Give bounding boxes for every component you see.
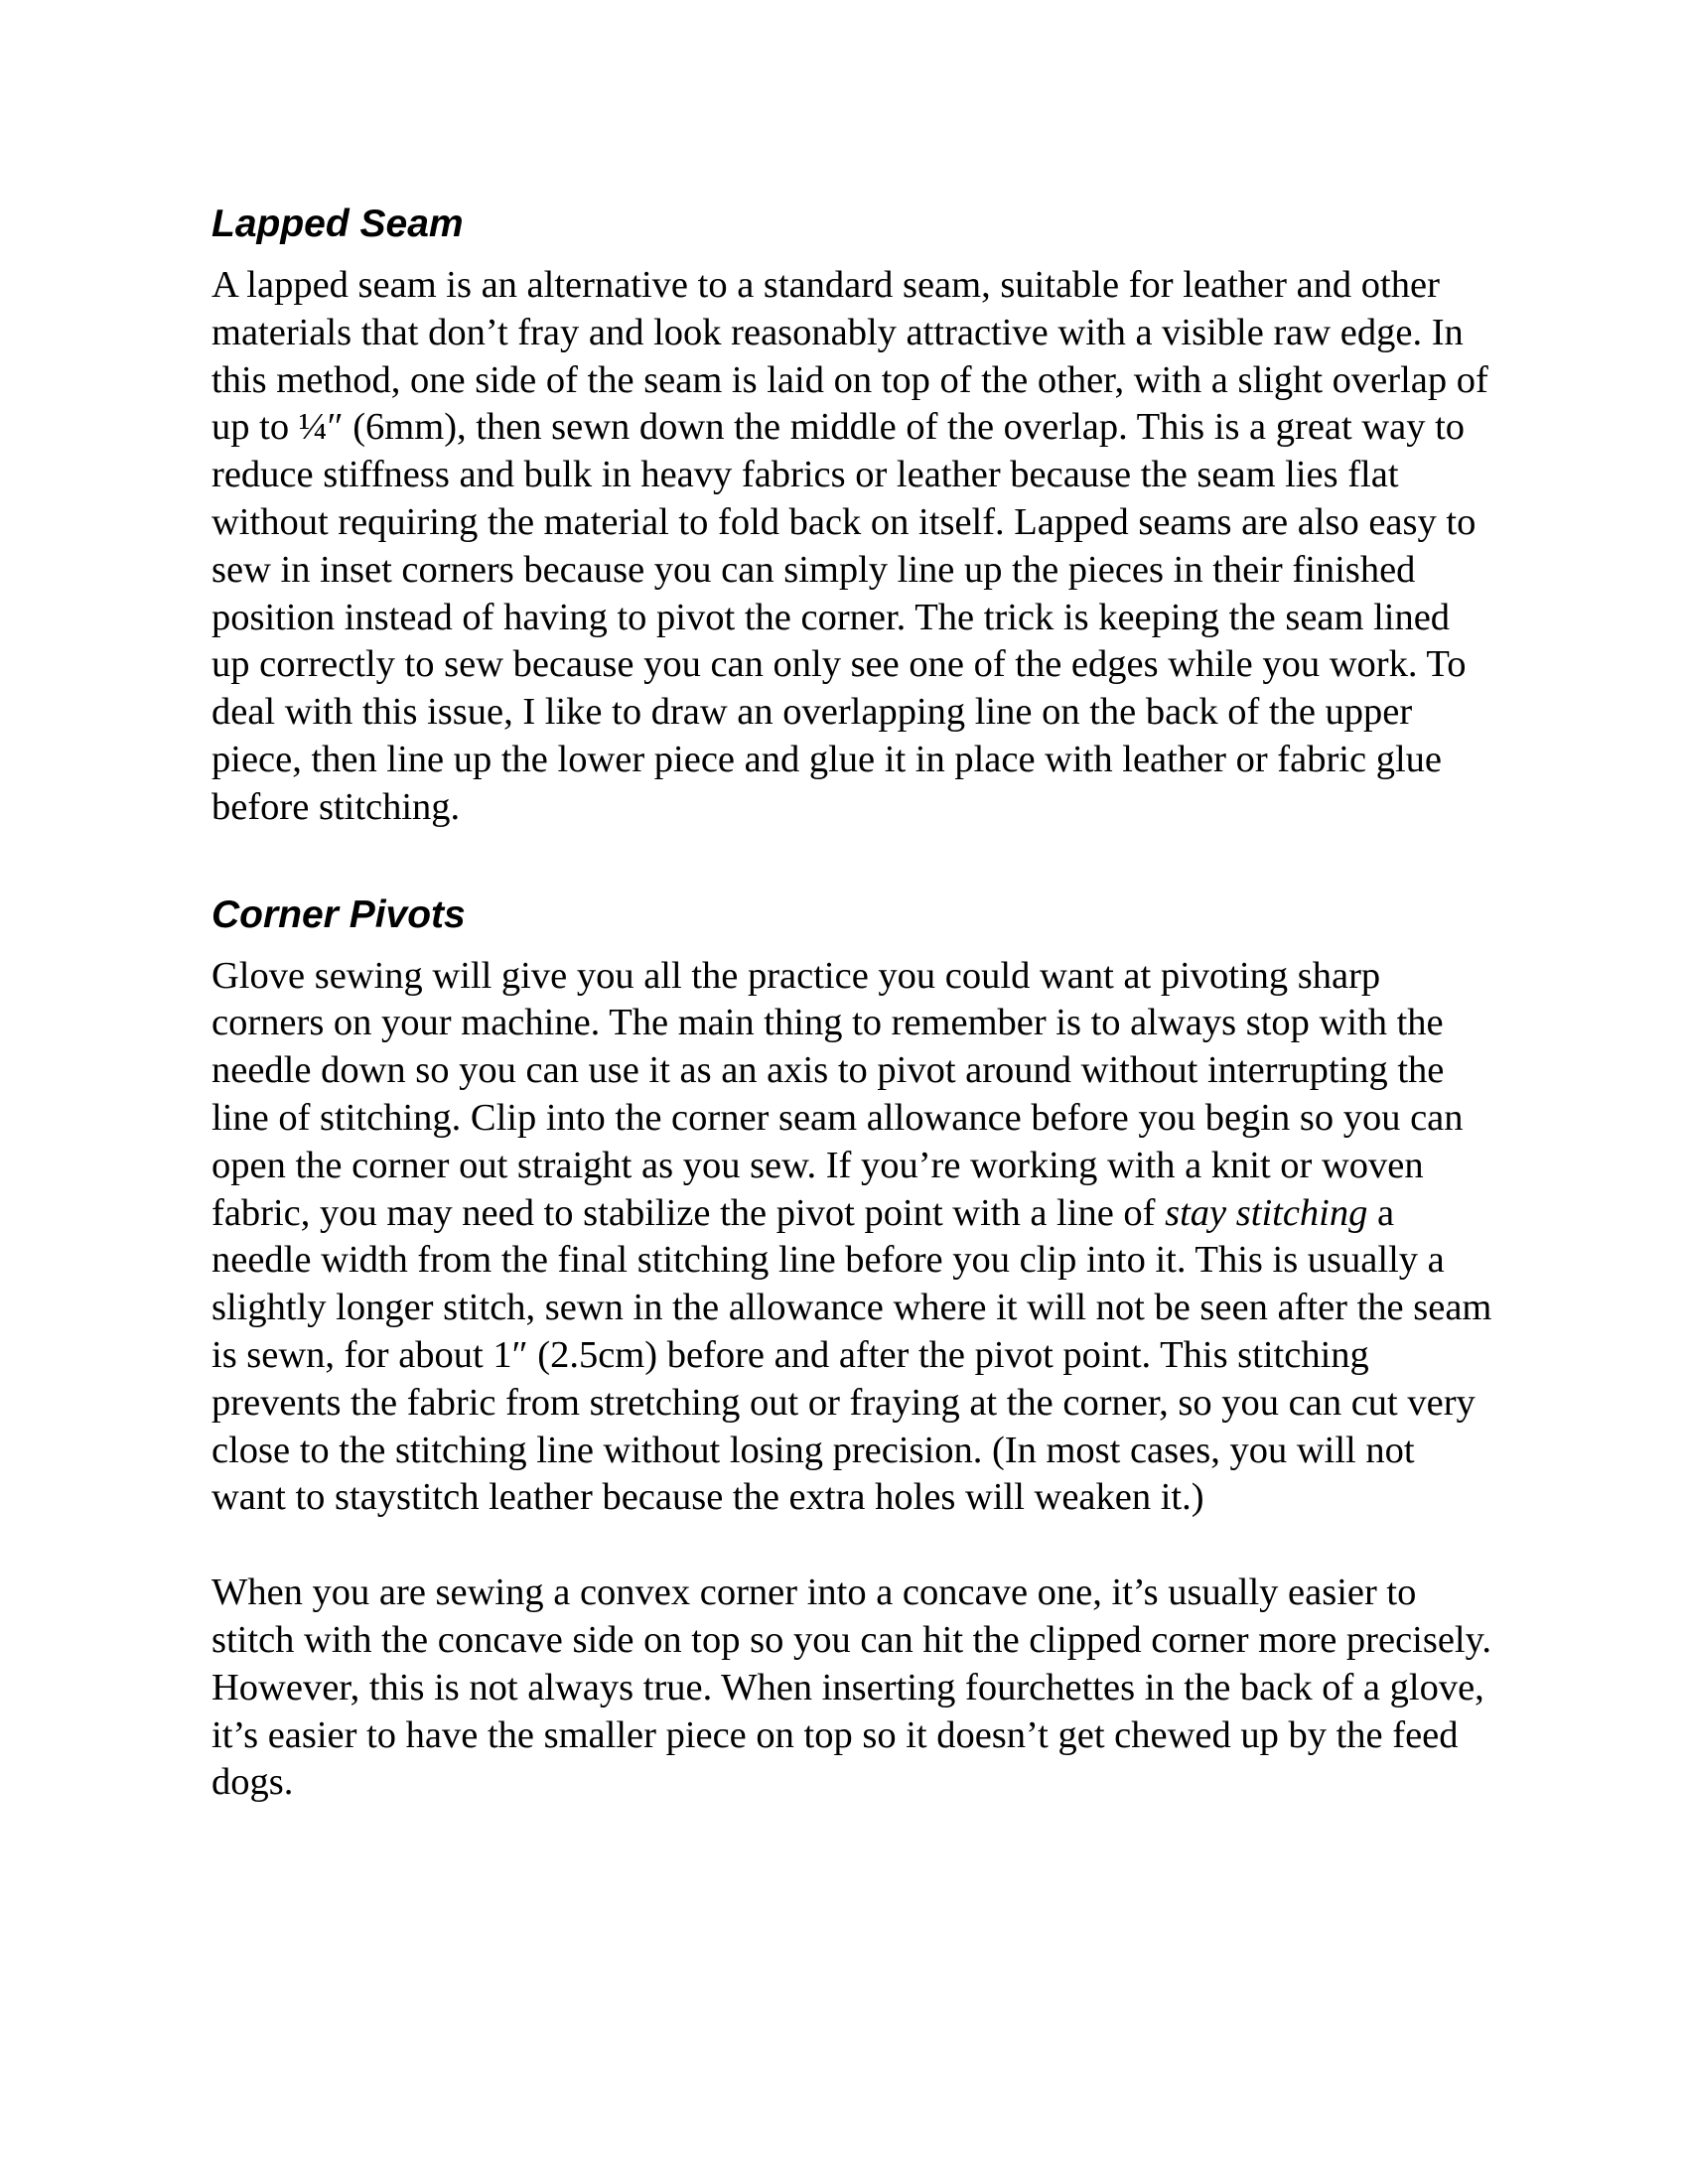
text-before-emphasis: Glove sewing will give you all the practice you could want at pivoting sharp corners on your machine. The main thing to remember is to always stop with the needle down so you can use it as an axis to pivot around without interrupting the line of stitching. Clip into the corner seam allowance before you begin so you can open the corner out straight as you sew. If you’re working with a knit or woven fabric, you may need to stabilize the pivot point with a line of: [211, 954, 1464, 1234]
emphasis-stay-stitching: stay stitching: [1165, 1191, 1368, 1234]
paragraph-corner-pivots-1: [211, 953, 1492, 1523]
heading-lapped-seam: Lapped Seam: [211, 203, 464, 245]
paragraph-lapped-seam: A lapped seam is an alternative to a standard seam, suitable for leather and other materials that don’t fray and look reasonably attractive with a visible raw edge. In this method, one side of the seam is laid on top of the other, with a slight overlap of up to ¼″ (6mm), then sewn down the middle of the overlap. This is a great way to reduce stiffness and bulk in heavy fabrics or leather because the seam lies flat without requiring the material to fold back on itself. Lapped seams are also easy to sew in inset corners because you can simply line up the pieces in their finished position instead of having to pivot the corner. The trick is keeping the seam lined up correctly to sew because you can only see one of the edges while you work. To deal with this issue, I like to draw an overlapping line on the back of the upper piece, then line up the lower piece and glue it in place with leather or fabric glue before stitching.: [211, 264, 1488, 828]
text-after-emphasis: a needle width from the final stitching line before you clip into it. This is usually a slightly longer stitch, sewn in the allowance where it will not be seen after the seam is sewn, for about 1″ (2.5cm) before and after the pivot point. This stitching prevents the fabric from stretching out or fraying at the corner, so you can cut very close to the stitching line without losing precision. (In most cases, you will not want to staystitch leather because the extra holes will weaken it.): [211, 1191, 1492, 1519]
paragraph-spacer: [211, 1522, 1492, 1570]
document-page: [211, 199, 1492, 1807]
paragraph-corner-pivots-2: When you are sewing a convex corner into a concave one, it’s usually easier to stitch with the concave side on top so you can hit the clipped corner more precisely. However, this is not always true. When inserting fourchettes in the back of a glove, it’s easier to have the smaller piece on top so it doesn’t get chewed up by the feed dogs.: [211, 1571, 1491, 1804]
section-spacer: [211, 832, 1492, 889]
heading-corner-pivots: Corner Pivots: [211, 892, 466, 936]
